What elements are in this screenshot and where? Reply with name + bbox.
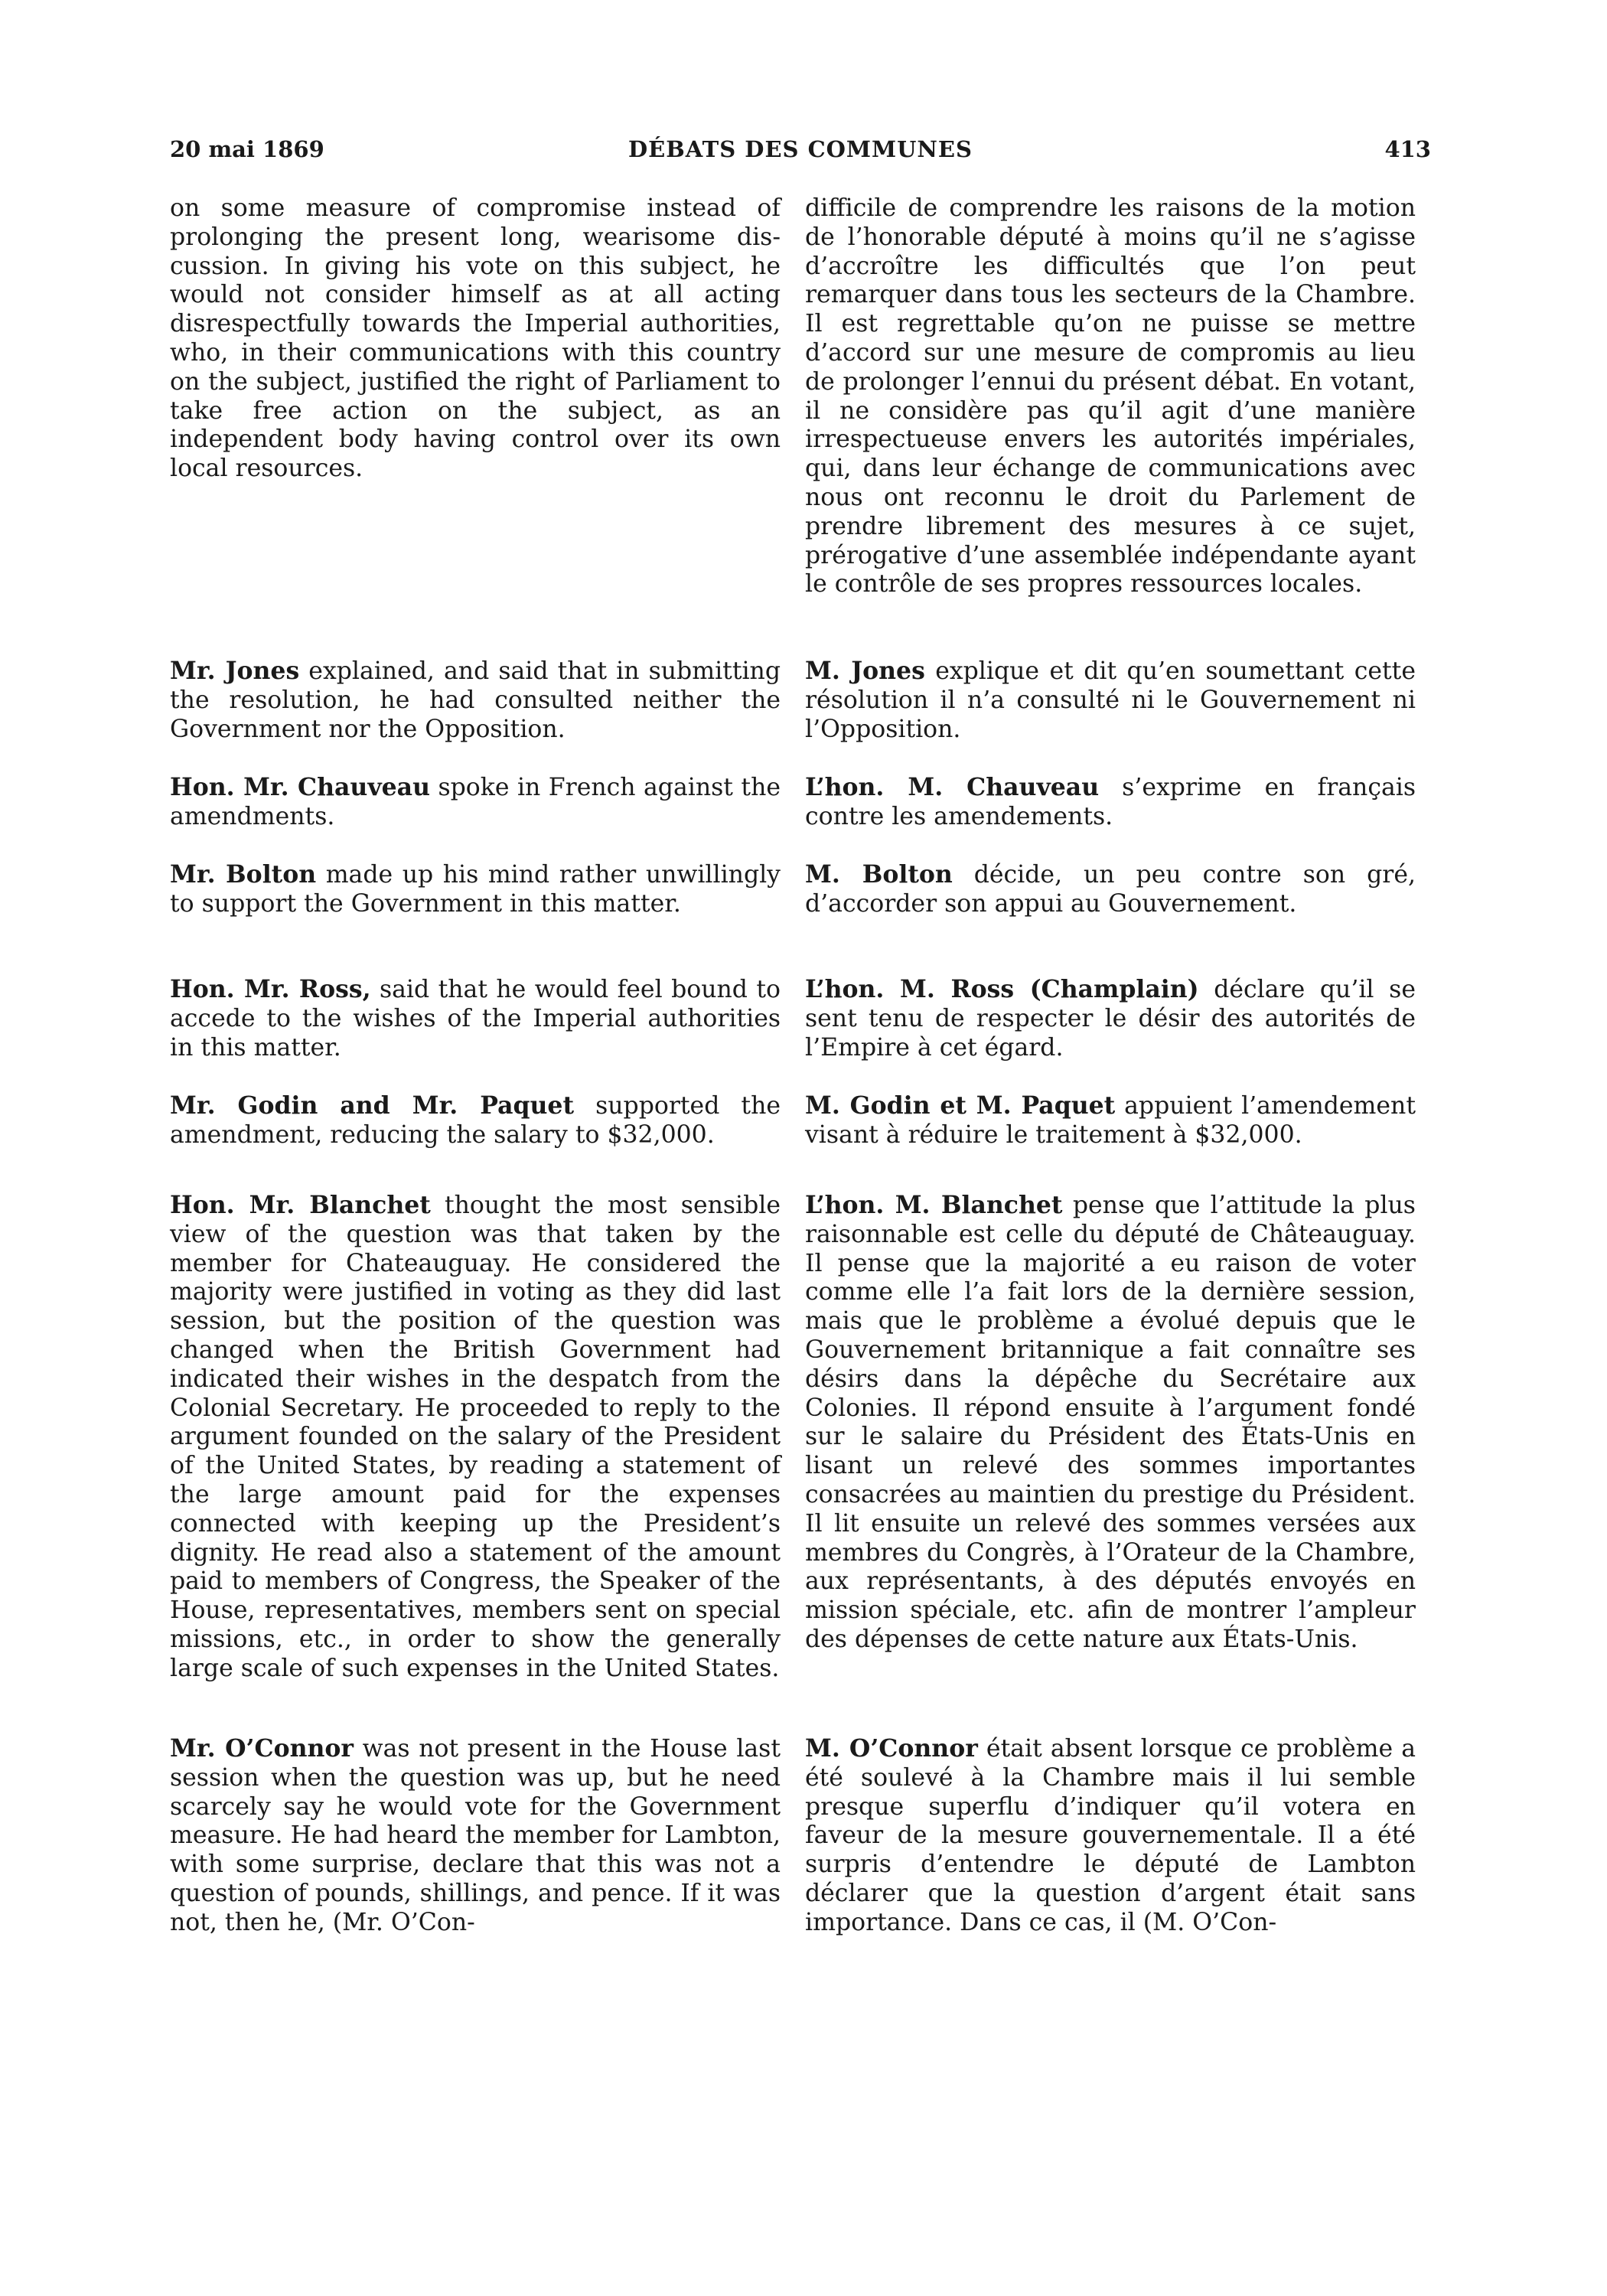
paragraph-text: appuient l’amendement visant à réduire le traitement à $32,000. [805,1092,1416,1149]
paragraph-en-4 [170,860,781,919]
page-number: 413 [1384,136,1431,162]
paragraph-text: était absent lorsque ce problème a été soulevé à la Chambre mais il lui semble presque superflu d’indiquer qu’il votera en faveur de la mesure gouvernementale. Il a été surpris d’entendre le député de Lambton déclarer que la question d’argent était sans importance. Dans ce cas, il (M. O’Con- [805,1735,1416,1936]
paragraph-en-5 [170,975,781,1062]
paragraph-fr-7 [805,1191,1416,1655]
paragraph-fr-1 [805,194,1416,599]
header-title: DÉBATS DES COMMUNES [628,136,973,162]
paragraph-fr-6 [805,1091,1416,1150]
speaker-name: M. Jones [805,657,925,685]
page-header [170,136,1431,167]
speaker-name: M. Bolton [805,860,953,889]
paragraph-fr-3 [805,773,1416,832]
paragraph-text: déclare qu’il se sent tenu de respecter le désir des autorités de l’Empire à cet égard. [805,976,1416,1062]
paragraph-text: supported the amendment, reducing the salary to $32,000. [170,1092,781,1149]
paragraph-en-8 [170,1734,781,1938]
speaker-name: L’hon. M. Ross (Champlain) [805,975,1199,1003]
header-date: 20 mai 1869 [170,136,324,162]
paragraph-text: s’exprime en français contre les amendements. [805,774,1416,830]
paragraph-en-3 [170,773,781,832]
paragraph-text: spoke in French against the amendments. [170,774,781,830]
paragraph-fr-2 [805,657,1416,744]
paragraph-text: thought the most sensible view of the question was that taken by the member for Chateauguay. He considered the majority were justified in voting as they did last session, but the position of the question was changed when the British Government had indicated their wishes in the despatch from the Colonial Secretary. He proceeded to reply to the argument founded on the salary of the President of the United States, by reading a statement of the large amount paid for the expenses connected with keeping up the President’s dignity. He read also a statement of the amount paid to members of Congress, the Speaker of the House, representatives, members sent on special missions, etc., in order to show the generally large scale of such expenses in the United States. [170,1192,781,1682]
paragraph-text: difficile de comprendre les raisons de la motion de l’honorable député à moins qu’il ne s’agisse d’accroître les difficultés que l’on peut remarquer dans tous les secteurs de la Chambre. Il est regrettable qu’on ne puisse se mettre d’accord sur une mesure de compromis au lieu de prolonger l’ennui du présent débat. En votant, il ne considère pas qu’il agit d’une manière irrespectueuse envers les autorités impériales, qui, dans leur échange de communications avec nous ont reconnu le droit du Parlement de prendre librement des mesures à ce sujet, prérogative d’une assemblée indépendante ayant le contrôle de ses propres ressources locales. [805,194,1416,598]
speaker-name: Mr. O’Connor [170,1734,354,1763]
speaker-name: L’hon. M. Chauveau [805,773,1100,801]
speaker-name: L’hon. M. Blanchet [805,1191,1063,1219]
speaker-name: M. O’Connor [805,1734,978,1763]
paragraph-text: explique et dit qu’en soumettant cette résolution il n’a consulté ni le Gouvernement ni l’Opposition. [805,657,1416,743]
paragraph-text: was not present in the House last session when the question was up, but he need scarcely say he would vote for the Government measure. He had heard the member for Lambton, with some surprise, declare that this was not a question of pounds, shillings, and pence. If it was not, then he, (Mr. O’Con- [170,1735,781,1936]
paragraph-text: on some measure of compromise instead of prolonging the present long, wearisome discussion. In giving his vote on this subject, he would not consider himself as at all acting disrespectfully towards the Imperial authorities, who, in their communications with this country on the subject, justified the right of Parliament to take free action on the subject, as an independent body having control over its own local resources. [170,194,781,483]
paragraph-text: pense que l’attitude la plus raisonnable est celle du député de Châteauguay. Il pense que la majorité a eu raison de voter comme elle l’a fait lors de la dernière session, mais que le problème a évolué depuis que le Gouvernement britannique a fait connaître ses désirs dans la dépêche du Secrétaire aux Colonies. Il répond ensuite à l’argument fondé sur le salaire du Président des États-Unis en lisant un relevé des sommes importantes consacrées au maintien du prestige du Président. Il lit ensuite un relevé des sommes versées aux membres du Congrès, à l’Orateur de la Chambre, aux représentants, à des députés envoyés en mission spéciale, etc. afin de montrer l’ampleur des dépenses de cette nature aux États-Unis. [805,1192,1416,1653]
speaker-name: Mr. Bolton [170,860,317,889]
paragraph-en-2 [170,657,781,744]
speaker-name: M. Godin et M. Paquet [805,1091,1116,1120]
speaker-name: Mr. Godin and Mr. Paquet [170,1091,575,1120]
paragraph-text: made up his mind rather unwillingly to support the Government in this matter. [170,861,781,918]
paragraph-fr-8 [805,1734,1416,1938]
paragraph-text: said that he would feel bound to accede to the wishes of the Imperial authorities in this matter. [170,976,781,1062]
speaker-name: Hon. Mr. Ross, [170,975,371,1003]
paragraph-fr-4 [805,860,1416,919]
speaker-name: Hon. Mr. Chauveau [170,773,430,801]
speaker-name: Mr. Jones [170,657,300,685]
paragraph-text: décide, un peu contre son gré, d’accorder son appui au Gouvernement. [805,861,1416,918]
paragraph-fr-5 [805,975,1416,1062]
paragraph-en-6 [170,1091,781,1150]
paragraph-text: explained, and said that in submitting the resolution, he had consulted neither the Government nor the Opposition. [170,657,781,743]
speaker-name: Hon. Mr. Blanchet [170,1191,431,1219]
paragraph-en-7 [170,1191,781,1684]
paragraph-en-1 [170,194,781,484]
